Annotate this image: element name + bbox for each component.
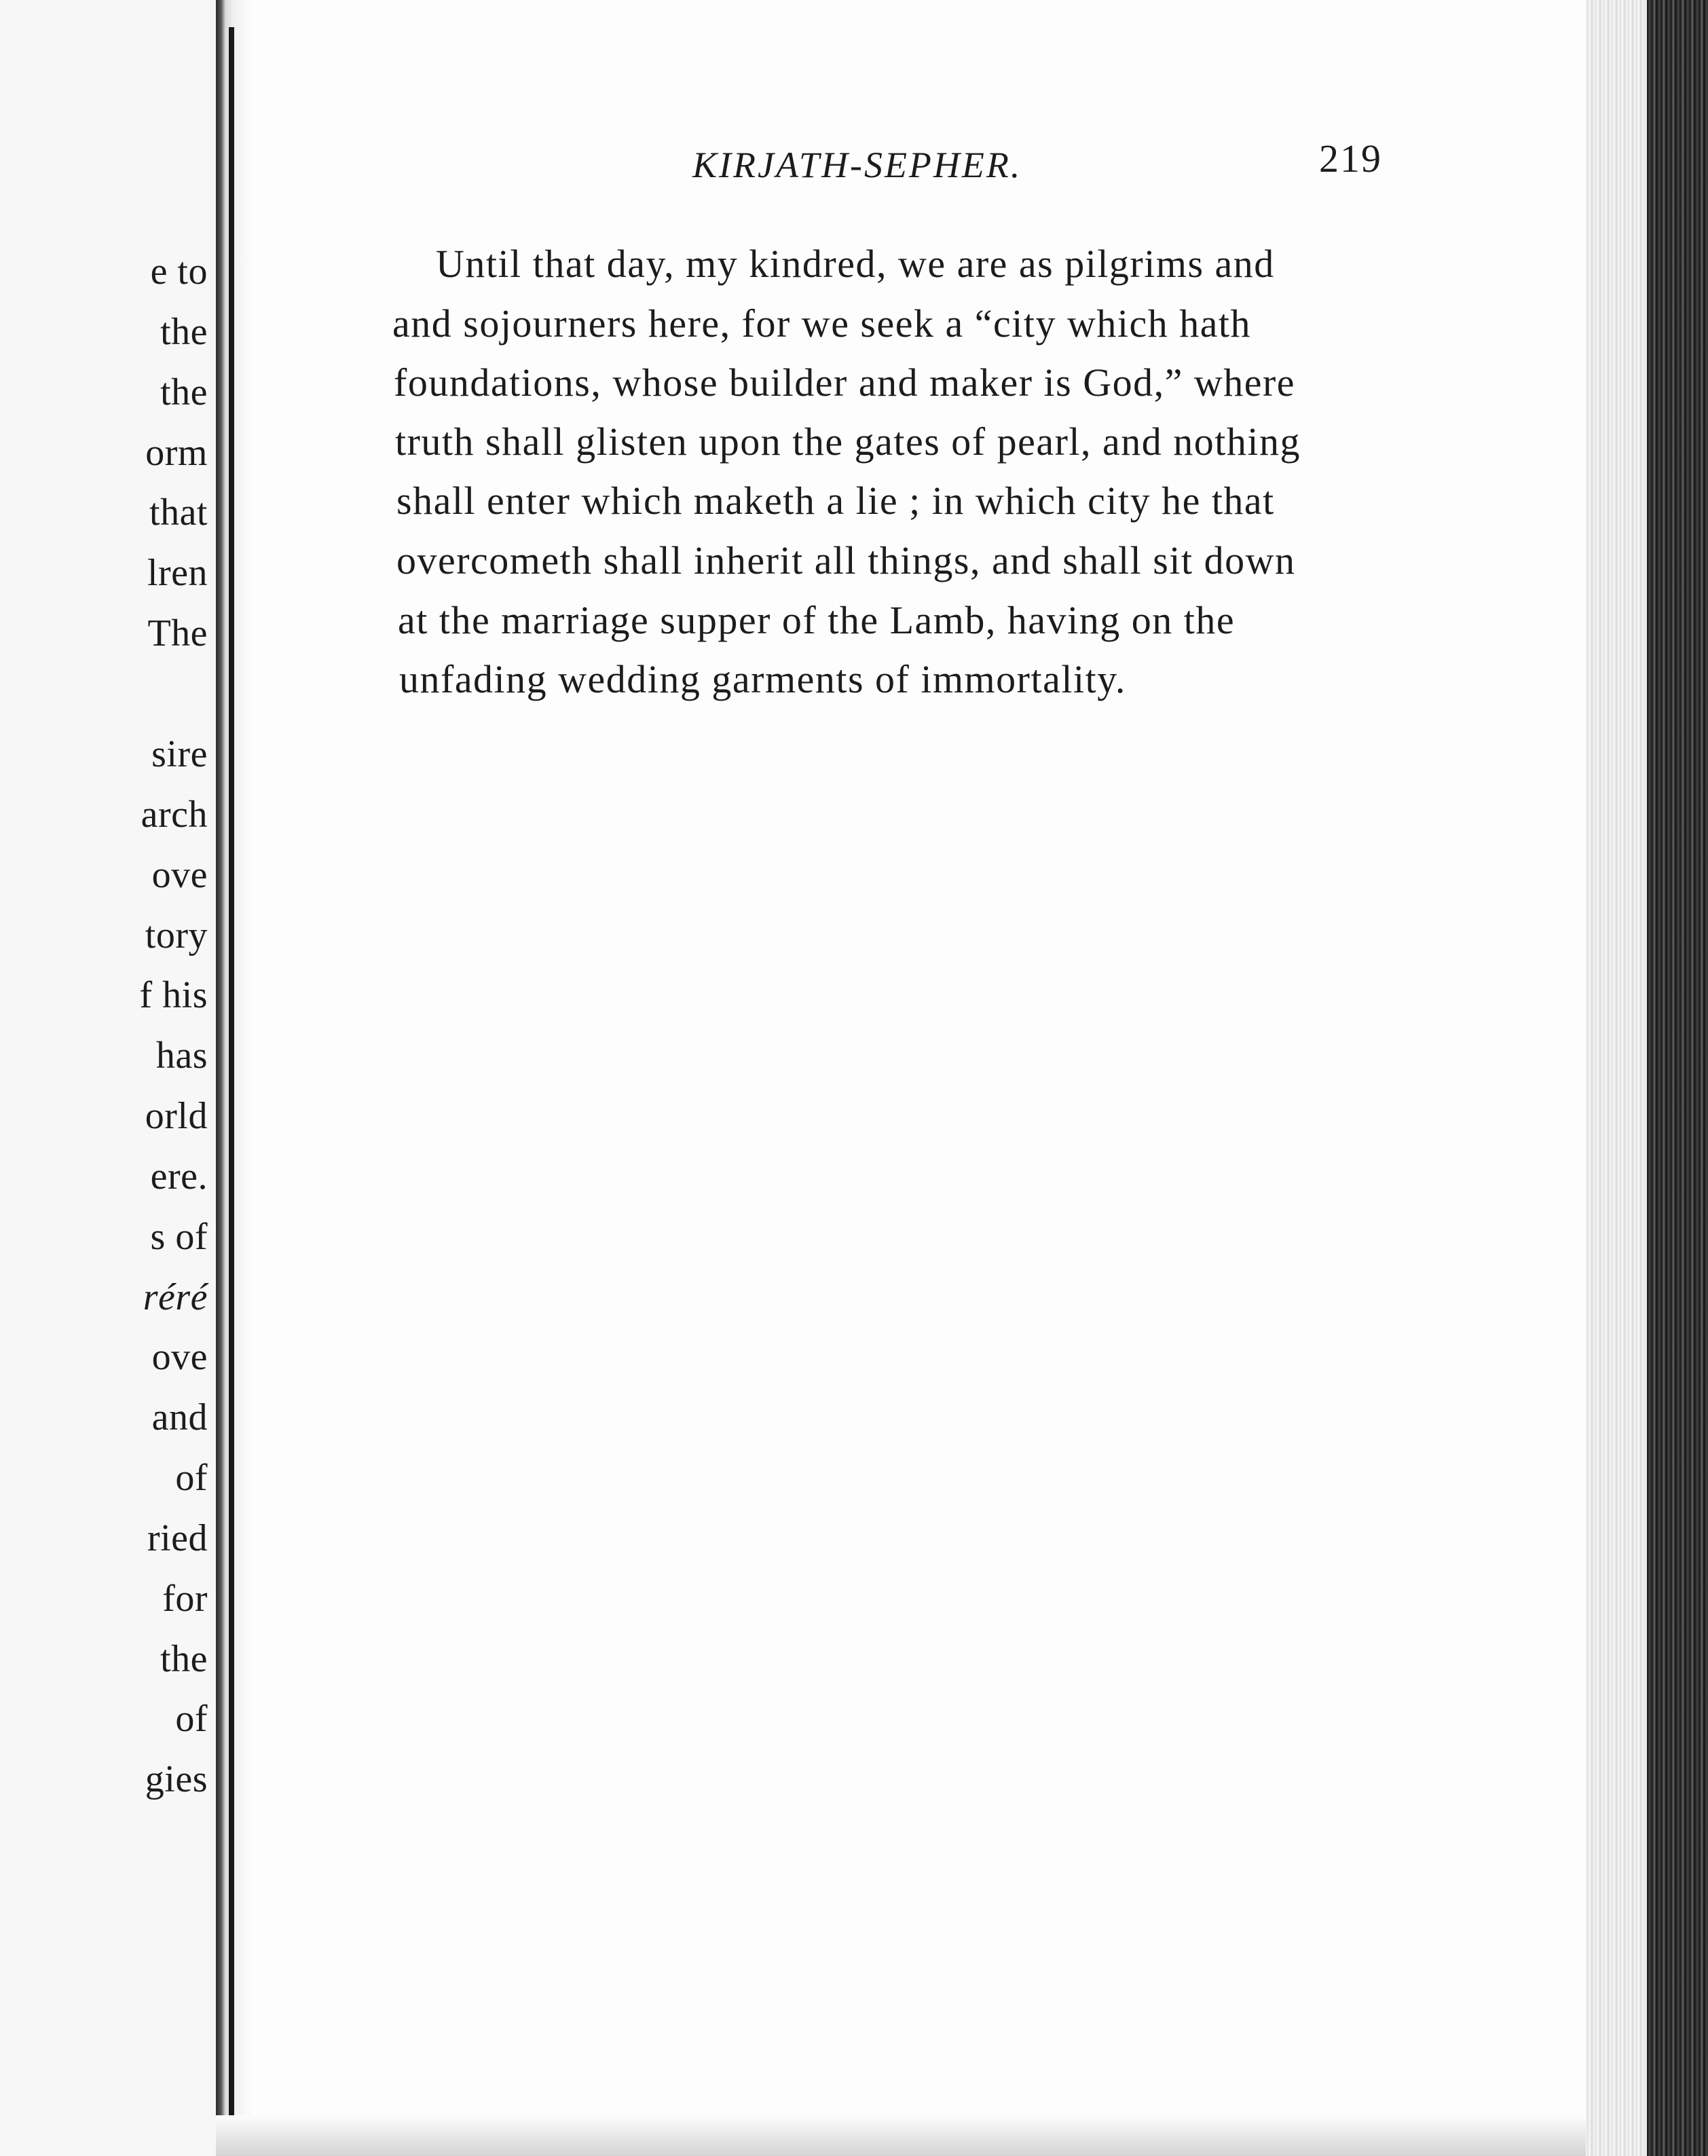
facing-line-fragment: gies [145,1758,208,1800]
facing-line-fragment: s of [150,1216,208,1258]
facing-line-fragment: ove [151,1336,208,1378]
facing-line-fragment: réré [143,1276,208,1318]
facing-line-fragment: the [160,1638,208,1680]
facing-line-fragment: e to [150,250,208,293]
facing-line-fragment: the [160,371,208,413]
body-line: overcometh shall inherit all things, and shall sit down [396,538,1296,582]
facing-line-fragment: and [151,1396,208,1438]
facing-line-fragment: orld [145,1095,208,1137]
body-line: truth shall glisten upon the gates of pearl, and nothing [395,420,1301,464]
facing-line-fragment: ried [147,1517,208,1559]
facing-line-fragment: of [175,1457,208,1499]
book-gutter [216,0,255,2156]
facing-line-fragment: ove [151,854,208,896]
facing-line-fragment: lren [147,552,208,594]
facing-line-fragment: has [155,1035,208,1077]
body-line: and sojourners here, for we seek a “city which hath [392,301,1252,346]
facing-line-fragment: that [149,491,208,534]
body-line: foundations, whose builder and maker is God,” where [394,360,1296,405]
facing-line-fragment: The [147,612,208,654]
body-line: Until that day, my kindred, we are as pilgrims and [436,242,1275,286]
facing-line-fragment: ere. [150,1155,208,1197]
facing-line-fragment: orm [145,432,208,474]
facing-line-fragment: sire [151,733,208,775]
facing-line-fragment: of [175,1698,208,1740]
page-bottom-edge [216,2115,1647,2156]
facing-line-fragment: tory [145,914,208,956]
facing-line-fragment: arch [141,794,208,836]
book-cover-edge [1647,0,1708,2156]
page-stack-edge [1586,0,1647,2156]
facing-page [0,0,216,2156]
facing-line-fragment: the [160,311,208,353]
facing-line-fragment: for [162,1578,208,1620]
page-number: 219 [1319,136,1382,181]
body-line: shall enter which maketh a lie ; in which city he that [396,479,1275,523]
body-line: at the marriage supper of the Lamb, having on the [398,598,1236,642]
facing-line-fragment: f his [139,974,208,1016]
body-line: unfading wedding garments of immortality. [399,657,1126,701]
binding-thread [229,27,234,2132]
running-head: KIRJATH-SEPHER. [692,145,1022,185]
